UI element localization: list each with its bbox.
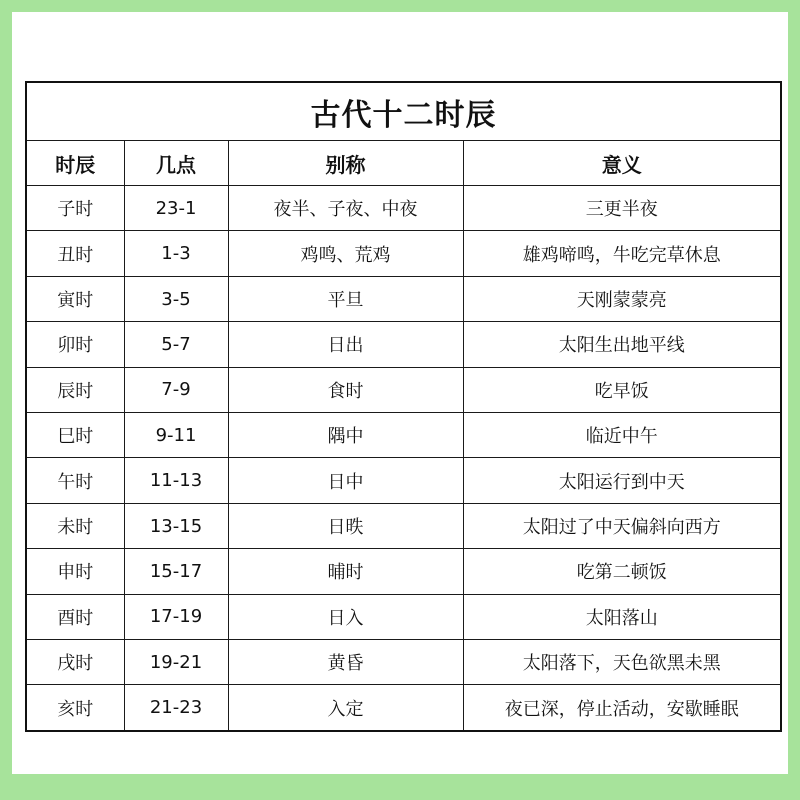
shichen-cell: 申时 — [26, 549, 124, 594]
shichen-cell: 午时 — [26, 458, 124, 503]
meaning-cell: 三更半夜 — [463, 186, 781, 231]
table-row — [26, 594, 781, 639]
meaning-cell: 吃第二顿饭 — [463, 549, 781, 594]
meaning-cell: 天刚蒙蒙亮 — [463, 276, 781, 321]
alias-cell: 鸡鸣、荒鸡 — [228, 231, 463, 276]
alias-cell: 晡时 — [228, 549, 463, 594]
header-row — [26, 141, 781, 186]
shichen-cell: 寅时 — [26, 276, 124, 321]
hours-cell: 9-11 — [124, 413, 228, 458]
shichen-cell: 辰时 — [26, 367, 124, 412]
alias-cell: 平旦 — [228, 276, 463, 321]
meaning-cell: 夜已深，停止活动，安歇睡眠 — [463, 685, 781, 731]
table-row — [26, 413, 781, 458]
meaning-cell: 太阳运行到中天 — [463, 458, 781, 503]
meaning-cell: 太阳过了中天偏斜向西方 — [463, 503, 781, 548]
shichen-cell: 亥时 — [26, 685, 124, 731]
shichen-cell: 丑时 — [26, 231, 124, 276]
table-row — [26, 231, 781, 276]
table-body — [26, 186, 781, 732]
meaning-cell: 太阳落下，天色欲黑未黑 — [463, 640, 781, 685]
hours-cell: 11-13 — [124, 458, 228, 503]
alias-cell: 黄昏 — [228, 640, 463, 685]
hours-cell: 3-5 — [124, 276, 228, 321]
column-header-hours: 几点 — [124, 141, 228, 186]
meaning-cell: 吃早饭 — [463, 367, 781, 412]
hours-cell: 7-9 — [124, 367, 228, 412]
hours-cell: 17-19 — [124, 594, 228, 639]
shichen-cell: 未时 — [26, 503, 124, 548]
table-row — [26, 186, 781, 231]
column-header-shichen: 时辰 — [26, 141, 124, 186]
meaning-cell: 雄鸡啼鸣，牛吃完草休息 — [463, 231, 781, 276]
column-header-alias: 别称 — [228, 141, 463, 186]
alias-cell: 食时 — [228, 367, 463, 412]
hours-cell: 13-15 — [124, 503, 228, 548]
alias-cell: 隅中 — [228, 413, 463, 458]
alias-cell: 日昳 — [228, 503, 463, 548]
table-row — [26, 503, 781, 548]
alias-cell: 夜半、子夜、中夜 — [228, 186, 463, 231]
shichen-cell: 酉时 — [26, 594, 124, 639]
shichen-cell: 卯时 — [26, 322, 124, 367]
hours-cell: 5-7 — [124, 322, 228, 367]
alias-cell: 日中 — [228, 458, 463, 503]
table-row — [26, 367, 781, 412]
alias-cell: 日入 — [228, 594, 463, 639]
twelve-hours-table — [25, 81, 782, 732]
table-title: 古代十二时辰 — [26, 82, 781, 141]
table-row — [26, 549, 781, 594]
table-row — [26, 458, 781, 503]
meaning-cell: 太阳落山 — [463, 594, 781, 639]
alias-cell: 入定 — [228, 685, 463, 731]
shichen-cell: 巳时 — [26, 413, 124, 458]
column-header-meaning: 意义 — [463, 141, 781, 186]
meaning-cell: 太阳生出地平线 — [463, 322, 781, 367]
shichen-cell: 戌时 — [26, 640, 124, 685]
meaning-cell: 临近中午 — [463, 413, 781, 458]
shichen-cell: 子时 — [26, 186, 124, 231]
hours-cell: 21-23 — [124, 685, 228, 731]
table-row — [26, 322, 781, 367]
table-row — [26, 276, 781, 321]
table-row — [26, 685, 781, 731]
hours-cell: 23-1 — [124, 186, 228, 231]
hours-cell: 15-17 — [124, 549, 228, 594]
table-row — [26, 640, 781, 685]
hours-cell: 1-3 — [124, 231, 228, 276]
alias-cell: 日出 — [228, 322, 463, 367]
hours-cell: 19-21 — [124, 640, 228, 685]
